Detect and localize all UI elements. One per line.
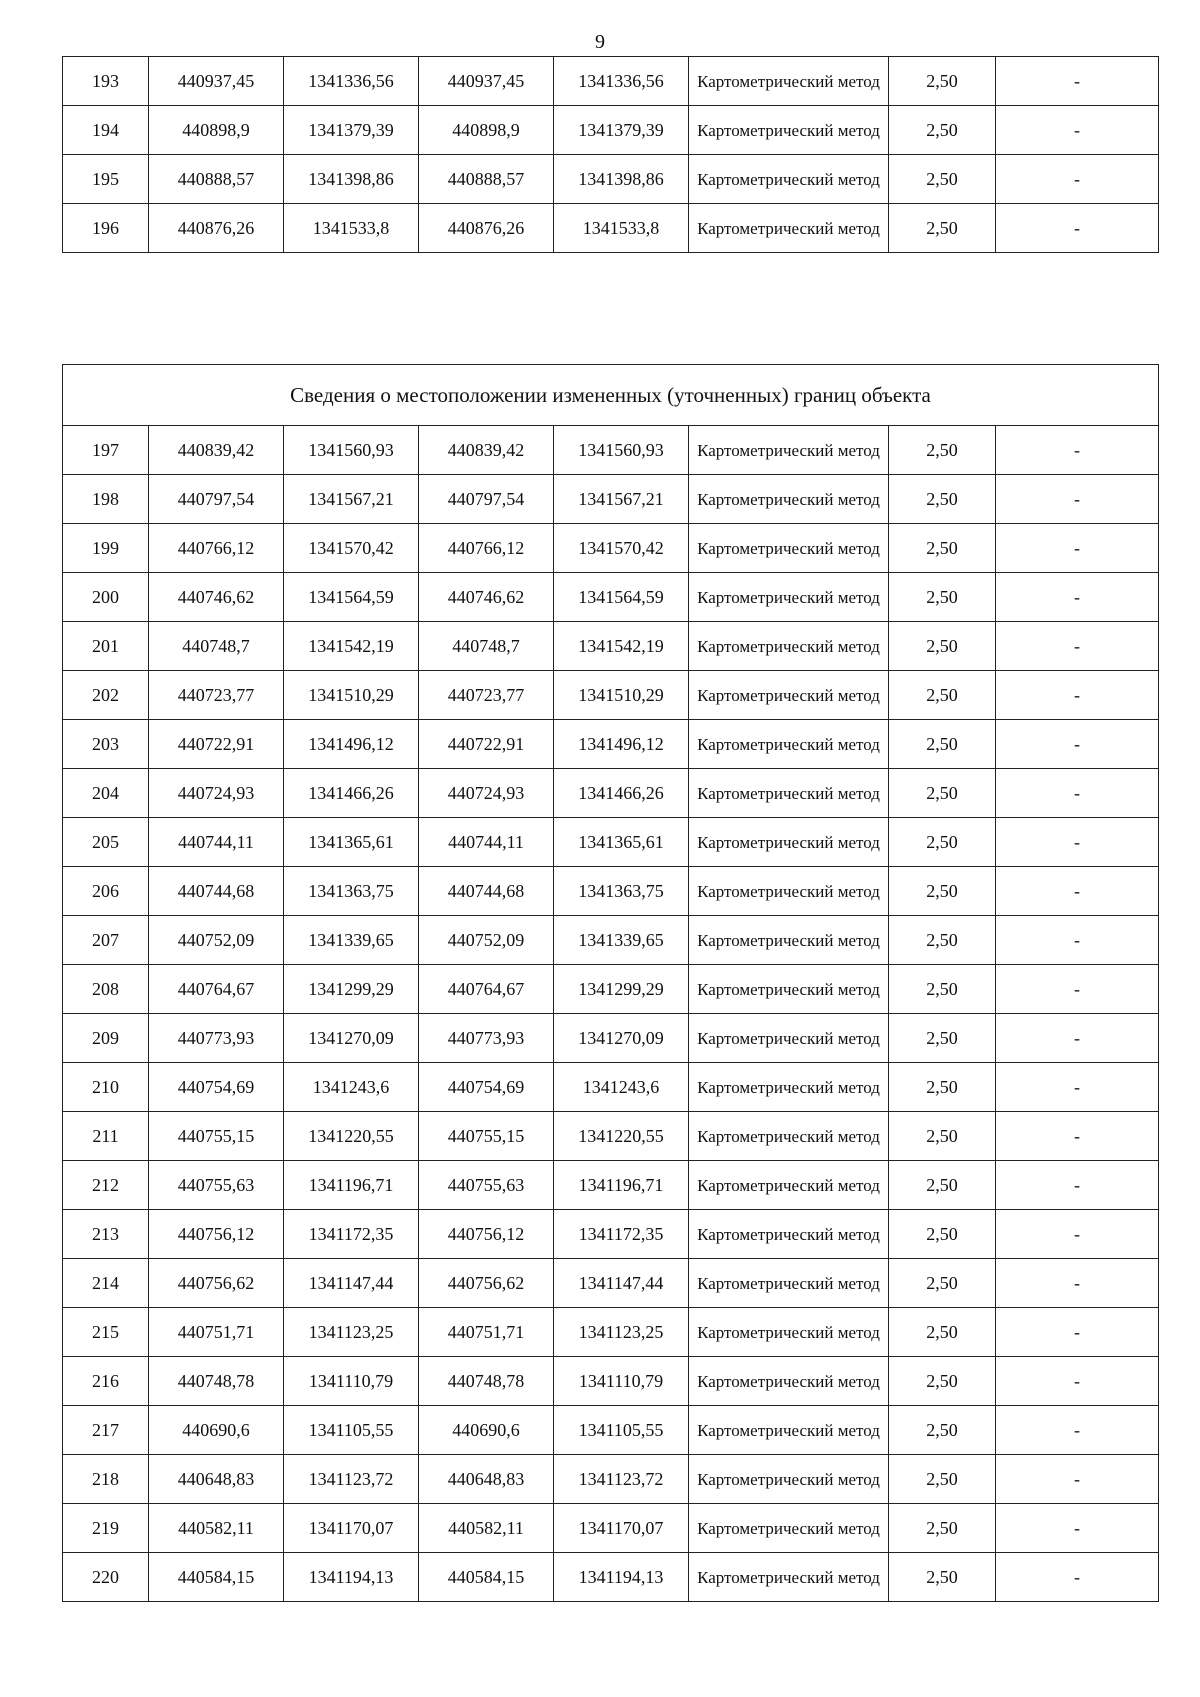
point-number-cell: 204 (63, 769, 149, 818)
x-old-cell: 440937,45 (149, 57, 284, 106)
y-new-cell: 1341570,42 (554, 524, 689, 573)
x-old-cell: 440751,71 (149, 1308, 284, 1357)
description-cell: - (996, 965, 1159, 1014)
accuracy-cell: 2,50 (889, 1210, 996, 1259)
table-row (63, 1063, 1159, 1112)
y-new-cell: 1341496,12 (554, 720, 689, 769)
accuracy-cell: 2,50 (889, 475, 996, 524)
table-row (63, 1161, 1159, 1210)
x-new-cell: 440756,12 (419, 1210, 554, 1259)
y-old-cell: 1341172,35 (284, 1210, 419, 1259)
y-old-cell: 1341110,79 (284, 1357, 419, 1406)
accuracy-cell: 2,50 (889, 204, 996, 253)
y-old-cell: 1341170,07 (284, 1504, 419, 1553)
y-old-cell: 1341542,19 (284, 622, 419, 671)
y-new-cell: 1341365,61 (554, 818, 689, 867)
x-new-cell: 440744,68 (419, 867, 554, 916)
description-cell: - (996, 1406, 1159, 1455)
x-new-cell: 440748,7 (419, 622, 554, 671)
y-new-cell: 1341363,75 (554, 867, 689, 916)
table-row (63, 818, 1159, 867)
table-row (63, 1308, 1159, 1357)
accuracy-cell: 2,50 (889, 1406, 996, 1455)
x-new-cell: 440755,63 (419, 1161, 554, 1210)
method-cell: Картометрический метод (689, 1504, 889, 1553)
y-old-cell: 1341570,42 (284, 524, 419, 573)
x-new-cell: 440724,93 (419, 769, 554, 818)
accuracy-cell: 2,50 (889, 1014, 996, 1063)
method-cell: Картометрический метод (689, 155, 889, 204)
page-number: 9 (595, 31, 605, 53)
x-old-cell: 440582,11 (149, 1504, 284, 1553)
point-number-cell: 196 (63, 204, 149, 253)
method-cell: Картометрический метод (689, 1210, 889, 1259)
table-row (63, 720, 1159, 769)
x-new-cell: 440744,11 (419, 818, 554, 867)
point-number-cell: 199 (63, 524, 149, 573)
x-new-cell: 440755,15 (419, 1112, 554, 1161)
y-new-cell: 1341110,79 (554, 1357, 689, 1406)
y-new-cell: 1341336,56 (554, 57, 689, 106)
accuracy-cell: 2,50 (889, 769, 996, 818)
method-cell: Картометрический метод (689, 622, 889, 671)
point-number-cell: 214 (63, 1259, 149, 1308)
y-old-cell: 1341510,29 (284, 671, 419, 720)
table-row (63, 1455, 1159, 1504)
x-new-cell: 440722,91 (419, 720, 554, 769)
accuracy-cell: 2,50 (889, 1063, 996, 1112)
method-cell: Картометрический метод (689, 204, 889, 253)
description-cell: - (996, 57, 1159, 106)
x-new-cell: 440888,57 (419, 155, 554, 204)
y-old-cell: 1341243,6 (284, 1063, 419, 1112)
accuracy-cell: 2,50 (889, 106, 996, 155)
table-row (63, 1553, 1159, 1602)
accuracy-cell: 2,50 (889, 524, 996, 573)
accuracy-cell: 2,50 (889, 622, 996, 671)
description-cell: - (996, 1161, 1159, 1210)
point-number-cell: 216 (63, 1357, 149, 1406)
y-new-cell: 1341220,55 (554, 1112, 689, 1161)
accuracy-cell: 2,50 (889, 867, 996, 916)
x-old-cell: 440764,67 (149, 965, 284, 1014)
accuracy-cell: 2,50 (889, 1504, 996, 1553)
point-number-cell: 201 (63, 622, 149, 671)
accuracy-cell: 2,50 (889, 916, 996, 965)
x-new-cell: 440648,83 (419, 1455, 554, 1504)
method-cell: Картометрический метод (689, 573, 889, 622)
method-cell: Картометрический метод (689, 426, 889, 475)
point-number-cell: 211 (63, 1112, 149, 1161)
accuracy-cell: 2,50 (889, 818, 996, 867)
table-row (63, 1259, 1159, 1308)
point-number-cell: 202 (63, 671, 149, 720)
x-old-cell: 440724,93 (149, 769, 284, 818)
x-new-cell: 440746,62 (419, 573, 554, 622)
method-cell: Картометрический метод (689, 965, 889, 1014)
description-cell: - (996, 1014, 1159, 1063)
accuracy-cell: 2,50 (889, 1357, 996, 1406)
method-cell: Картометрический метод (689, 106, 889, 155)
method-cell: Картометрический метод (689, 1308, 889, 1357)
description-cell: - (996, 1357, 1159, 1406)
x-new-cell: 440748,78 (419, 1357, 554, 1406)
accuracy-cell: 2,50 (889, 1455, 996, 1504)
accuracy-cell: 2,50 (889, 671, 996, 720)
x-old-cell: 440648,83 (149, 1455, 284, 1504)
y-old-cell: 1341560,93 (284, 426, 419, 475)
x-old-cell: 440584,15 (149, 1553, 284, 1602)
description-cell: - (996, 1455, 1159, 1504)
description-cell: - (996, 720, 1159, 769)
table-row (63, 524, 1159, 573)
y-new-cell: 1341567,21 (554, 475, 689, 524)
y-old-cell: 1341365,61 (284, 818, 419, 867)
y-old-cell: 1341496,12 (284, 720, 419, 769)
x-new-cell: 440898,9 (419, 106, 554, 155)
table-row (63, 965, 1159, 1014)
x-new-cell: 440690,6 (419, 1406, 554, 1455)
description-cell: - (996, 818, 1159, 867)
method-cell: Картометрический метод (689, 1112, 889, 1161)
table-main-rows (63, 426, 1159, 1602)
table-row (63, 1406, 1159, 1455)
method-cell: Картометрический метод (689, 916, 889, 965)
y-new-cell: 1341194,13 (554, 1553, 689, 1602)
table-row (63, 155, 1159, 204)
accuracy-cell: 2,50 (889, 1553, 996, 1602)
x-new-cell: 440752,09 (419, 916, 554, 965)
y-old-cell: 1341533,8 (284, 204, 419, 253)
description-cell: - (996, 1259, 1159, 1308)
x-new-cell: 440756,62 (419, 1259, 554, 1308)
description-cell: - (996, 1063, 1159, 1112)
y-new-cell: 1341123,72 (554, 1455, 689, 1504)
y-old-cell: 1341398,86 (284, 155, 419, 204)
accuracy-cell: 2,50 (889, 1161, 996, 1210)
point-number-cell: 207 (63, 916, 149, 965)
y-new-cell: 1341510,29 (554, 671, 689, 720)
coordinates-table-continued (62, 56, 1159, 253)
table-main-body (63, 365, 1159, 426)
method-cell: Картометрический метод (689, 1553, 889, 1602)
x-new-cell: 440751,71 (419, 1308, 554, 1357)
y-old-cell: 1341220,55 (284, 1112, 419, 1161)
description-cell: - (996, 155, 1159, 204)
point-number-cell: 208 (63, 965, 149, 1014)
x-old-cell: 440898,9 (149, 106, 284, 155)
x-old-cell: 440744,68 (149, 867, 284, 916)
description-cell: - (996, 1553, 1159, 1602)
accuracy-cell: 2,50 (889, 965, 996, 1014)
x-new-cell: 440754,69 (419, 1063, 554, 1112)
y-new-cell: 1341105,55 (554, 1406, 689, 1455)
description-cell: - (996, 671, 1159, 720)
point-number-cell: 219 (63, 1504, 149, 1553)
table-row (63, 867, 1159, 916)
section-header-row (63, 365, 1159, 426)
description-cell: - (996, 622, 1159, 671)
method-cell: Картометрический метод (689, 1063, 889, 1112)
table-row (63, 622, 1159, 671)
y-old-cell: 1341196,71 (284, 1161, 419, 1210)
x-new-cell: 440773,93 (419, 1014, 554, 1063)
x-old-cell: 440748,78 (149, 1357, 284, 1406)
x-new-cell: 440797,54 (419, 475, 554, 524)
point-number-cell: 210 (63, 1063, 149, 1112)
coordinates-table-refined-boundaries (62, 364, 1159, 1602)
description-cell: - (996, 475, 1159, 524)
y-new-cell: 1341270,09 (554, 1014, 689, 1063)
y-old-cell: 1341564,59 (284, 573, 419, 622)
y-new-cell: 1341466,26 (554, 769, 689, 818)
table-row (63, 1014, 1159, 1063)
point-number-cell: 198 (63, 475, 149, 524)
table-row (63, 916, 1159, 965)
y-old-cell: 1341123,25 (284, 1308, 419, 1357)
description-cell: - (996, 1112, 1159, 1161)
description-cell: - (996, 1504, 1159, 1553)
method-cell: Картометрический метод (689, 1455, 889, 1504)
table-row (63, 1112, 1159, 1161)
y-old-cell: 1341194,13 (284, 1553, 419, 1602)
description-cell: - (996, 426, 1159, 475)
method-cell: Картометрический метод (689, 1259, 889, 1308)
description-cell: - (996, 204, 1159, 253)
method-cell: Картометрический метод (689, 1014, 889, 1063)
y-old-cell: 1341299,29 (284, 965, 419, 1014)
x-old-cell: 440755,63 (149, 1161, 284, 1210)
method-cell: Картометрический метод (689, 867, 889, 916)
y-old-cell: 1341105,55 (284, 1406, 419, 1455)
y-new-cell: 1341564,59 (554, 573, 689, 622)
point-number-cell: 195 (63, 155, 149, 204)
x-new-cell: 440582,11 (419, 1504, 554, 1553)
x-old-cell: 440876,26 (149, 204, 284, 253)
y-old-cell: 1341363,75 (284, 867, 419, 916)
x-old-cell: 440839,42 (149, 426, 284, 475)
x-old-cell: 440756,12 (149, 1210, 284, 1259)
accuracy-cell: 2,50 (889, 155, 996, 204)
y-new-cell: 1341172,35 (554, 1210, 689, 1259)
x-old-cell: 440723,77 (149, 671, 284, 720)
x-new-cell: 440937,45 (419, 57, 554, 106)
y-new-cell: 1341147,44 (554, 1259, 689, 1308)
y-old-cell: 1341147,44 (284, 1259, 419, 1308)
table-row (63, 426, 1159, 475)
method-cell: Картометрический метод (689, 720, 889, 769)
y-new-cell: 1341398,86 (554, 155, 689, 204)
x-old-cell: 440888,57 (149, 155, 284, 204)
method-cell: Картометрический метод (689, 475, 889, 524)
accuracy-cell: 2,50 (889, 720, 996, 769)
point-number-cell: 220 (63, 1553, 149, 1602)
description-cell: - (996, 106, 1159, 155)
table-row (63, 1357, 1159, 1406)
y-new-cell: 1341299,29 (554, 965, 689, 1014)
y-old-cell: 1341567,21 (284, 475, 419, 524)
table-row (63, 106, 1159, 155)
y-old-cell: 1341270,09 (284, 1014, 419, 1063)
point-number-cell: 206 (63, 867, 149, 916)
y-new-cell: 1341379,39 (554, 106, 689, 155)
y-new-cell: 1341542,19 (554, 622, 689, 671)
x-new-cell: 440764,67 (419, 965, 554, 1014)
x-new-cell: 440766,12 (419, 524, 554, 573)
x-new-cell: 440839,42 (419, 426, 554, 475)
method-cell: Картометрический метод (689, 1406, 889, 1455)
y-new-cell: 1341243,6 (554, 1063, 689, 1112)
accuracy-cell: 2,50 (889, 1112, 996, 1161)
table-row (63, 671, 1159, 720)
x-old-cell: 440746,62 (149, 573, 284, 622)
y-old-cell: 1341379,39 (284, 106, 419, 155)
point-number-cell: 217 (63, 1406, 149, 1455)
point-number-cell: 212 (63, 1161, 149, 1210)
x-new-cell: 440723,77 (419, 671, 554, 720)
accuracy-cell: 2,50 (889, 573, 996, 622)
x-old-cell: 440773,93 (149, 1014, 284, 1063)
accuracy-cell: 2,50 (889, 1259, 996, 1308)
x-new-cell: 440584,15 (419, 1553, 554, 1602)
accuracy-cell: 2,50 (889, 57, 996, 106)
point-number-cell: 215 (63, 1308, 149, 1357)
description-cell: - (996, 916, 1159, 965)
accuracy-cell: 2,50 (889, 426, 996, 475)
point-number-cell: 213 (63, 1210, 149, 1259)
point-number-cell: 205 (63, 818, 149, 867)
y-old-cell: 1341339,65 (284, 916, 419, 965)
method-cell: Картометрический метод (689, 671, 889, 720)
point-number-cell: 200 (63, 573, 149, 622)
description-cell: - (996, 1308, 1159, 1357)
method-cell: Картометрический метод (689, 1161, 889, 1210)
y-old-cell: 1341123,72 (284, 1455, 419, 1504)
point-number-cell: 194 (63, 106, 149, 155)
method-cell: Картометрический метод (689, 769, 889, 818)
y-old-cell: 1341336,56 (284, 57, 419, 106)
x-old-cell: 440744,11 (149, 818, 284, 867)
y-old-cell: 1341466,26 (284, 769, 419, 818)
table-row (63, 204, 1159, 253)
x-old-cell: 440766,12 (149, 524, 284, 573)
table-top-body (63, 57, 1159, 253)
table-row (63, 573, 1159, 622)
y-new-cell: 1341123,25 (554, 1308, 689, 1357)
accuracy-cell: 2,50 (889, 1308, 996, 1357)
x-old-cell: 440797,54 (149, 475, 284, 524)
description-cell: - (996, 769, 1159, 818)
table-row (63, 475, 1159, 524)
method-cell: Картометрический метод (689, 1357, 889, 1406)
y-new-cell: 1341339,65 (554, 916, 689, 965)
y-new-cell: 1341533,8 (554, 204, 689, 253)
x-old-cell: 440752,09 (149, 916, 284, 965)
point-number-cell: 203 (63, 720, 149, 769)
description-cell: - (996, 524, 1159, 573)
y-new-cell: 1341560,93 (554, 426, 689, 475)
table-row (63, 769, 1159, 818)
table-row (63, 1504, 1159, 1553)
x-old-cell: 440755,15 (149, 1112, 284, 1161)
point-number-cell: 193 (63, 57, 149, 106)
point-number-cell: 209 (63, 1014, 149, 1063)
y-new-cell: 1341196,71 (554, 1161, 689, 1210)
description-cell: - (996, 1210, 1159, 1259)
point-number-cell: 218 (63, 1455, 149, 1504)
x-old-cell: 440754,69 (149, 1063, 284, 1112)
method-cell: Картометрический метод (689, 57, 889, 106)
x-old-cell: 440690,6 (149, 1406, 284, 1455)
section-title: Сведения о местоположении измененных (уточненных) границ объекта (63, 365, 1159, 426)
description-cell: - (996, 867, 1159, 916)
x-old-cell: 440722,91 (149, 720, 284, 769)
method-cell: Картометрический метод (689, 524, 889, 573)
x-old-cell: 440756,62 (149, 1259, 284, 1308)
x-new-cell: 440876,26 (419, 204, 554, 253)
y-new-cell: 1341170,07 (554, 1504, 689, 1553)
table-row (63, 57, 1159, 106)
x-old-cell: 440748,7 (149, 622, 284, 671)
method-cell: Картометрический метод (689, 818, 889, 867)
table-row (63, 1210, 1159, 1259)
description-cell: - (996, 573, 1159, 622)
point-number-cell: 197 (63, 426, 149, 475)
